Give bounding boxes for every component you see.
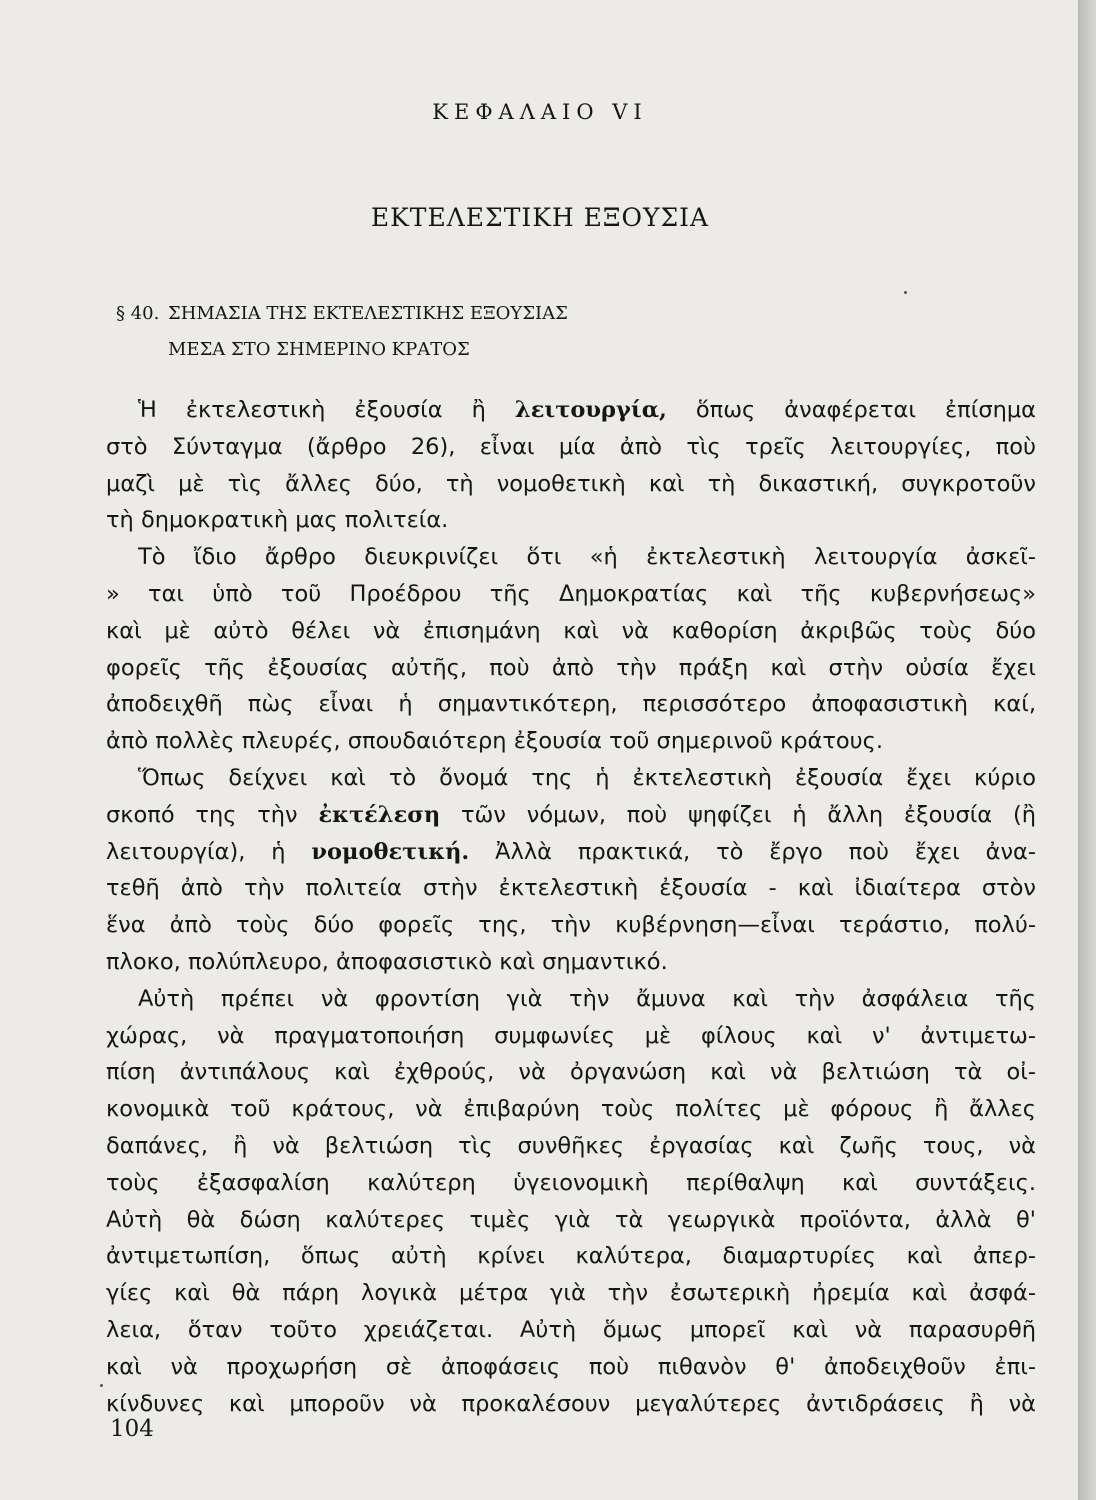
text-line: κίνδυνες καὶ μποροῦν νὰ προκαλέσουν μεγαλύτερες ἀντιδράσεις ἢ νὰ	[106, 1390, 1036, 1417]
text-run: Ἡ ἐκτελεστικὴ ἐξουσία ἢ	[138, 397, 515, 423]
text-run: σκοπό της τὴν	[106, 801, 319, 828]
section-title-line-1: ΣΗΜΑΣΙΑ ΤΗΣ ΕΚΤΕΛΕΣΤΙΚΗΣ ΕΞΟΥΣΙΑΣ	[168, 303, 568, 324]
text-line: πίση ἀντιπάλους καὶ ἐχθρούς, νὰ ὀργανώση καὶ νὰ βελτιώση τὰ οἰ-	[106, 1059, 1036, 1086]
text-line: κονομικὰ τοῦ κράτους, νὰ ἐπιβαρύνη τοὺς πολίτες μὲ φόρους ἢ ἄλλες	[106, 1096, 1036, 1123]
section-heading	[116, 296, 568, 368]
text-run: τῶν νόμων, ποὺ ψηφίζει ἡ ἄλλη ἐξουσία (ἢ	[440, 801, 1036, 828]
text-line: ἀπὸ πολλὲς πλευρές, σπουδαιότερη ἐξουσία τοῦ σημερινοῦ κράτους.	[106, 728, 884, 755]
text-line	[106, 392, 1036, 429]
ink-speck	[100, 1384, 103, 1387]
chapter-title: ΕΚΤΕΛΕΣΤΙΚΗ ΕΞΟΥΣΙΑ	[370, 203, 710, 232]
text-line: » ται ὑπὸ τοῦ Προέδρου τῆς Δημοκρατίας καὶ τῆς κυβερνήσεως»	[106, 580, 1036, 607]
chapter-label: ΚΕΦΑΛΑΙΟ VI	[432, 100, 648, 124]
text-line: καὶ νὰ προχωρήση σὲ ἀποφάσεις ποὺ πιθανὸν θ' ἀποδειχθοῦν ἐπι-	[106, 1353, 1036, 1380]
text-line: Τὸ ἴδιο ἄρθρο διευκρινίζει ὅτι «ἡ ἐκτελεστικὴ λειτουργία ἀσκεῖ-	[138, 544, 1036, 571]
next-page-edge	[1078, 0, 1096, 1500]
text-line: τὴ δημοκρατικὴ μας πολιτεία.	[106, 507, 449, 534]
text-line: γίες καὶ θὰ πάρη λογικὰ μέτρα γιὰ τὴν ἐσωτερικὴ ἠρεμία καὶ ἀσφά-	[106, 1280, 1036, 1307]
text-line: Αὐτὴ πρέπει νὰ φροντίση γιὰ τὴν ἄμυνα καὶ τὴν ἀσφάλεια τῆς	[138, 985, 1036, 1012]
text-run: λειτουργία), ἡ	[106, 838, 312, 865]
text-line: μαζὶ μὲ τὶς ἄλλες δύο, τὴ νομοθετικὴ καὶ τὴ δικαστική, συγκροτοῦν	[106, 470, 1036, 497]
section-heading-line-1	[116, 296, 568, 332]
text-line: χώρας, νὰ πραγματοποιήση συμφωνίες μὲ φίλους καὶ ν' ἀντιμετω-	[106, 1022, 1036, 1049]
text-line: τεθῆ ἀπὸ τὴν πολιτεία στὴν ἐκτελεστικὴ ἐξουσία - καὶ ἰδιαίτερα στὸν	[106, 875, 1036, 902]
paragraph-4	[106, 981, 1036, 1423]
ink-speck	[904, 291, 907, 294]
paragraph-1	[106, 392, 1036, 539]
text-line	[106, 834, 1036, 871]
text-line: φορεῖς τῆς ἐξουσίας αὐτῆς, ποὺ ἀπὸ τὴν πράξη καὶ στὴν οὐσία ἔχει	[106, 654, 1036, 681]
paragraph-3	[106, 760, 1036, 981]
paragraph-2	[106, 539, 1036, 760]
text-run: Ἀλλὰ πρακτικά, τὸ ἔργο ποὺ ἔχει ἀνα-	[469, 838, 1036, 865]
text-line: ἀντιμετωπίση, ὅπως αὐτὴ κρίνει καλύτερα, διαμαρτυρίες καὶ ἀπερ-	[106, 1243, 1036, 1270]
page-number: 104	[110, 1416, 154, 1442]
body-text	[106, 392, 1036, 1422]
bold-term-nomothetiki: νομοθετική.	[311, 838, 470, 865]
text-line: τοὺς ἐξασφαλίση καλύτερη ὑγειονομικὴ περίθαλψη καὶ συντάξεις.	[106, 1169, 1036, 1196]
text-line: δαπάνες, ἢ νὰ βελτιώση τὶς συνθῆκες ἐργασίας καὶ ζωῆς τους, νὰ	[106, 1132, 1036, 1159]
text-line: λεια, ὅταν τοῦτο χρειάζεται. Αὐτὴ ὅμως μπορεῖ καὶ νὰ παρασυρθῆ	[106, 1316, 1036, 1343]
text-line: ἀποδειχθῆ πὼς εἶναι ἡ σημαντικότερη, περισσότερο ἀποφασιστικὴ καί,	[106, 691, 1036, 718]
text-line: Αὐτὴ θὰ δώση καλύτερες τιμὲς γιὰ τὰ γεωργικὰ προϊόντα, ἀλλὰ θ'	[106, 1206, 1036, 1233]
bold-term-ektelesi: ἐκτέλεση	[318, 801, 441, 828]
text-line: πλοκο, πολύπλευρο, ἀποφασιστικὸ καὶ σημαντικό.	[106, 948, 668, 975]
text-line	[106, 797, 1036, 834]
section-title-line-2: ΜΕΣΑ ΣΤΟ ΣΗΜΕΡΙΝΟ ΚΡΑΤΟΣ	[168, 339, 470, 360]
text-line: στὸ Σύνταγμα (ἄρθρο 26), εἶναι μία ἀπὸ τὶς τρεῖς λειτουργίες, ποὺ	[106, 433, 1036, 460]
text-line: Ὅπως δείχνει καὶ τὸ ὄνομά της ἡ ἐκτελεστικὴ ἐξουσία ἔχει κύριο	[138, 764, 1036, 791]
text-run: ὅπως ἀναφέρεται ἐπίσημα	[666, 397, 1036, 423]
text-line: ἕνα ἀπὸ τοὺς δύο φορεῖς της, τὴν κυβέρνηση—εἶναι τεράστιο, πολύ-	[106, 912, 1036, 939]
section-number: § 40.	[116, 303, 160, 324]
text-line: καὶ μὲ αὐτὸ θέλει νὰ ἐπισημάνη καὶ νὰ καθορίση ἀκριβῶς τοὺς δύο	[106, 617, 1036, 644]
bold-term-leitourgia: λειτουργία,	[514, 397, 667, 423]
